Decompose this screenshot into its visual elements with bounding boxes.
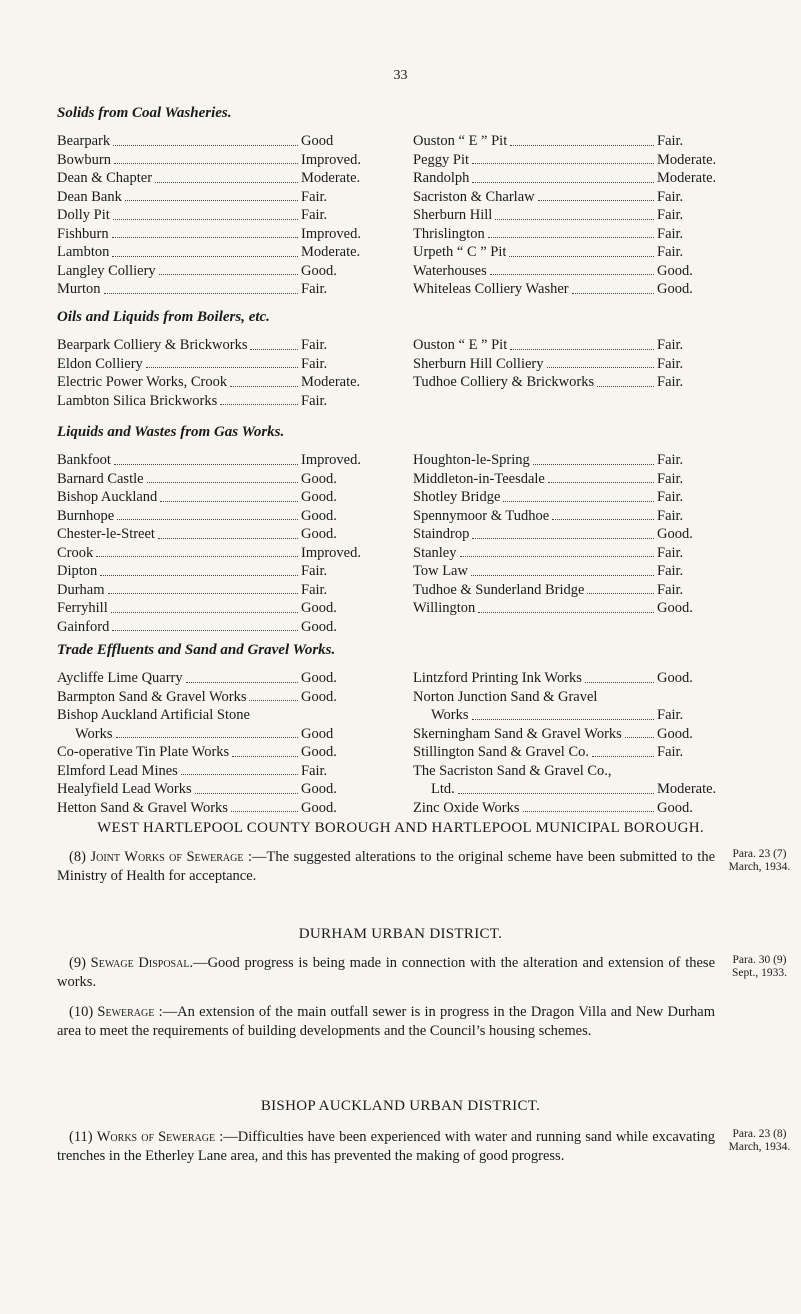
dot-leader: [159, 274, 298, 275]
list-item: [57, 188, 379, 207]
dot-leader: [478, 612, 654, 613]
item-rating: Fair.: [657, 507, 684, 524]
item-name: Bearpark Colliery & Brickworks: [57, 337, 248, 353]
list-item: [413, 355, 735, 374]
item-name: Murton: [57, 281, 101, 297]
list-item: [413, 688, 735, 707]
item-name: Houghton-le-Spring: [413, 452, 530, 468]
dot-leader: [503, 501, 654, 502]
margin-date: Sept., 1933.: [732, 967, 787, 979]
item-name: Thrislington: [413, 225, 485, 242]
dot-leader: [220, 404, 298, 405]
margin-ref: Para. 23 (7): [732, 848, 787, 860]
list-item: [57, 355, 379, 374]
dot-leader: [113, 219, 298, 220]
item-name: Peggy Pit: [413, 151, 469, 168]
dot-leader: [232, 756, 298, 757]
list-item: [413, 743, 735, 762]
item-rating: Fair.: [657, 452, 684, 468]
left-column: [57, 451, 379, 636]
section-title: Liquids and Wastes from Gas Works.: [57, 424, 285, 440]
list-item: [413, 799, 735, 818]
section-title: Trade Effluents and Sand and Gravel Works.: [57, 642, 336, 658]
list-item: [57, 280, 379, 299]
list-item: [413, 373, 735, 392]
item-rating: Moderate.: [301, 244, 361, 260]
dot-leader: [114, 163, 298, 164]
item-name: Tudhoe & Sunderland Bridge: [413, 581, 585, 598]
para-8: [57, 848, 715, 886]
item-name: Dean & Chapter: [57, 170, 153, 186]
item-name: Randolph: [413, 170, 470, 186]
left-column: [57, 669, 379, 817]
item-rating: Improved.: [301, 151, 361, 168]
item-name: Langley Colliery: [57, 262, 156, 279]
list-item: [413, 243, 735, 262]
list-item: [413, 581, 735, 600]
item-name: Urpeth “ C ” Pit: [413, 244, 507, 260]
list-item: [413, 151, 735, 170]
margin-date: March, 1934.: [728, 1141, 791, 1153]
item-name: Bishop Auckland Artificial Stone: [57, 707, 250, 723]
item-name: Tudhoe Colliery & Brickworks: [413, 374, 595, 390]
item-rating: Fair.: [657, 707, 684, 723]
list-item: [413, 262, 735, 281]
dot-leader: [114, 464, 298, 465]
dot-leader: [471, 575, 654, 576]
dot-leader: [592, 756, 654, 757]
list-item: [57, 780, 379, 799]
item-name: Zinc Oxide Works: [413, 799, 520, 816]
item-name: Ferryhill: [57, 600, 108, 616]
dot-leader: [548, 482, 654, 483]
dot-leader: [158, 538, 298, 539]
right-column: [413, 336, 735, 410]
item-rating: Fair.: [301, 581, 328, 598]
list-item: [413, 169, 735, 188]
dot-leader: [116, 737, 299, 738]
item-rating: Fair.: [657, 188, 684, 205]
item-name: Sacriston & Charlaw: [413, 188, 535, 205]
list-item: [413, 780, 735, 799]
item-rating: Fair.: [301, 392, 328, 409]
item-name: Chester-le-Street: [57, 526, 155, 542]
item-name: Durham: [57, 581, 105, 598]
para-lead: Sewerage: [97, 1004, 155, 1020]
item-name: Stillington Sand & Gravel Co.: [413, 744, 590, 760]
list-item: [413, 488, 735, 507]
item-rating: Moderate.: [301, 170, 361, 186]
dot-leader: [195, 793, 298, 794]
item-rating: Moderate.: [657, 170, 717, 186]
item-rating: Fair.: [301, 281, 328, 297]
item-name: Bishop Auckland: [57, 489, 158, 505]
item-name: Works: [431, 707, 469, 723]
dot-leader: [523, 811, 655, 812]
dot-leader: [96, 556, 298, 557]
page-number: 33: [393, 68, 408, 83]
list-item: [57, 373, 379, 392]
list-item: [57, 525, 379, 544]
item-rating: Fair.: [301, 563, 328, 579]
item-name: Bowburn: [57, 151, 111, 168]
item-rating: Fair.: [301, 188, 328, 205]
dot-leader: [510, 145, 654, 146]
item-rating: Fair.: [657, 337, 684, 353]
item-rating: Good.: [657, 600, 693, 616]
item-rating: Good: [301, 133, 334, 149]
dot-leader: [625, 737, 654, 738]
right-column: [413, 669, 735, 817]
list-item: [57, 488, 379, 507]
item-name: Lambton Silica Brickworks: [57, 392, 218, 409]
list-item: [413, 470, 735, 489]
list-item: [413, 544, 735, 563]
list-item: [57, 725, 379, 744]
item-rating: Good.: [301, 688, 337, 705]
item-name: Electric Power Works, Crook: [57, 374, 228, 390]
dot-leader: [113, 145, 298, 146]
item-name: Spennymoor & Tudhoe: [413, 507, 550, 524]
west-hartlepool-heading: WEST HARTLEPOOL COUNTY BOROUGH AND HARTLEPOOL MUNICIPAL BOROUGH.: [97, 820, 704, 836]
para-lead: Joint Works of Sewerage: [90, 849, 244, 865]
list-item: [57, 243, 379, 262]
item-name: Eldon Colliery: [57, 355, 143, 372]
para-number: (11): [69, 1129, 93, 1145]
right-column: [413, 451, 735, 636]
item-name: Sherburn Hill Colliery: [413, 355, 544, 372]
item-name: Dipton: [57, 563, 98, 579]
item-rating: Good: [301, 725, 334, 742]
item-name: Norton Junction Sand & Gravel: [413, 688, 598, 705]
dot-leader: [552, 519, 654, 520]
item-name: Hetton Sand & Gravel Works: [57, 799, 228, 816]
item-name: Crook: [57, 544, 94, 561]
right-column: [413, 132, 735, 299]
item-rating: Good.: [657, 799, 693, 816]
list-item: [413, 706, 735, 725]
list-item: [57, 562, 379, 581]
item-rating: Fair.: [657, 355, 684, 372]
section-gas-works: [57, 424, 735, 636]
item-rating: Moderate.: [657, 151, 717, 168]
dot-leader: [572, 293, 654, 294]
margin-date: March, 1934.: [728, 861, 791, 873]
list-item: [57, 392, 379, 411]
dot-leader: [250, 349, 298, 350]
item-rating: Good.: [657, 281, 693, 297]
list-item: [413, 336, 735, 355]
dot-leader: [230, 386, 298, 387]
item-rating: Good.: [301, 799, 337, 816]
para-text: :—An extension of the main outfall sewer is in progress in the Dragon Villa and New Durham area to meet the requirements of building developments and the Council’s housing schemes.: [57, 1004, 716, 1039]
para-text: —Good progress is being made in connection with the alteration and extension of these works.: [57, 955, 716, 990]
dot-leader: [111, 612, 298, 613]
item-name: Ltd.: [431, 781, 455, 797]
list-item: [413, 725, 735, 744]
section-title: Oils and Liquids from Boilers, etc.: [57, 309, 270, 325]
item-rating: Good.: [301, 670, 337, 686]
dot-leader: [510, 349, 654, 350]
item-rating: Improved.: [301, 452, 361, 468]
item-rating: Good.: [301, 507, 337, 524]
item-rating: Fair.: [657, 470, 684, 487]
dot-leader: [472, 182, 654, 183]
item-rating: Fair.: [301, 355, 328, 372]
bishop-auckland-heading: BISHOP AUCKLAND URBAN DISTRICT.: [260, 1098, 541, 1114]
list-item: [413, 599, 735, 618]
list-item: [413, 206, 735, 225]
item-name: Tow Law: [413, 563, 468, 579]
dot-leader: [181, 774, 298, 775]
item-name: Elmford Lead Mines: [57, 762, 178, 779]
list-item: [57, 743, 379, 762]
dot-leader: [249, 700, 298, 701]
list-item: [57, 225, 379, 244]
item-rating: Fair.: [657, 207, 684, 223]
left-column: [57, 336, 379, 410]
section-trade-effluents: [57, 642, 735, 817]
dot-leader: [488, 237, 654, 238]
item-rating: Moderate.: [657, 781, 717, 797]
dot-leader: [587, 593, 654, 594]
section-title: Solids from Coal Washeries.: [57, 105, 232, 121]
item-name: Lambton: [57, 244, 110, 260]
dot-leader: [585, 682, 654, 683]
para-9: [57, 954, 715, 992]
para-lead: Works of Sewerage: [96, 1129, 216, 1145]
item-name: Ouston “ E ” Pit: [413, 133, 508, 149]
list-item: [57, 706, 379, 725]
item-name: Co-operative Tin Plate Works: [57, 744, 230, 760]
item-name: Aycliffe Lime Quarry: [57, 670, 183, 686]
list-item: [57, 669, 379, 688]
item-rating: Fair.: [301, 207, 328, 223]
item-name: Middleton-in-Teesdale: [413, 470, 545, 487]
item-rating: Fair.: [301, 337, 328, 353]
list-item: [57, 206, 379, 225]
item-name: Bearpark: [57, 133, 111, 149]
item-name: Barnard Castle: [57, 470, 144, 487]
section-solids-coal-washeries: [57, 105, 735, 299]
list-item: [57, 581, 379, 600]
item-name: Willington: [413, 600, 476, 616]
dot-leader: [155, 182, 298, 183]
item-name: Lintzford Printing Ink Works: [413, 670, 582, 686]
item-name: The Sacriston Sand & Gravel Co.,: [413, 762, 612, 779]
list-item: [413, 525, 735, 544]
dot-leader: [108, 593, 298, 594]
item-rating: Fair.: [657, 374, 684, 390]
para-text: :—Difficulties have been experienced with water and running sand while excavating trenches in the Etherley Lane area, and this has prevented the making of good progress.: [57, 1129, 716, 1164]
item-rating: Fair.: [301, 762, 328, 779]
list-item: [413, 762, 735, 781]
list-item: [413, 132, 735, 151]
dot-leader: [490, 274, 654, 275]
item-rating: Fair.: [657, 225, 684, 242]
list-item: [413, 188, 735, 207]
item-rating: Moderate.: [301, 374, 361, 390]
list-item: [413, 669, 735, 688]
item-rating: Fair.: [657, 489, 684, 505]
list-item: [57, 507, 379, 526]
list-item: [57, 336, 379, 355]
list-item: [57, 169, 379, 188]
list-item: [57, 688, 379, 707]
list-item: [413, 451, 735, 470]
item-name: Fishburn: [57, 225, 109, 242]
item-rating: Fair.: [657, 133, 684, 149]
dot-leader: [147, 482, 298, 483]
margin-note-para-11: [722, 1128, 797, 1154]
dot-leader: [495, 219, 654, 220]
para-11: [57, 1128, 715, 1166]
para-number: (9): [69, 955, 86, 971]
para-text: :—The suggested alterations to the original scheme have been submitted to the Ministry of Health for acceptance.: [57, 849, 716, 884]
dot-leader: [231, 811, 298, 812]
item-rating: Good.: [657, 262, 693, 279]
list-item: [413, 280, 735, 299]
item-name: Healyfield Lead Works: [57, 781, 192, 797]
item-rating: Good.: [657, 670, 693, 686]
dot-leader: [112, 630, 298, 631]
item-name: Whiteleas Colliery Washer: [413, 281, 569, 297]
item-rating: Good.: [301, 618, 337, 635]
item-name: Sherburn Hill: [413, 207, 493, 223]
list-item: [57, 132, 379, 151]
item-rating: Fair.: [657, 581, 684, 598]
list-item: [413, 507, 735, 526]
item-rating: Good.: [301, 600, 337, 616]
list-item: [413, 225, 735, 244]
item-rating: Improved.: [301, 225, 361, 242]
dot-leader: [100, 575, 298, 576]
dot-leader: [538, 200, 654, 201]
dot-leader: [146, 367, 298, 368]
dot-leader: [117, 519, 298, 520]
item-name: Stanley: [413, 544, 457, 561]
item-name: Shotley Bridge: [413, 489, 501, 505]
para-10: [57, 1003, 715, 1041]
item-rating: Good.: [301, 470, 337, 487]
dot-leader: [472, 163, 654, 164]
item-rating: Good.: [301, 526, 337, 542]
margin-note-para-8: [722, 848, 797, 874]
dot-leader: [547, 367, 655, 368]
item-rating: Good.: [301, 781, 337, 797]
list-item: [57, 799, 379, 818]
dot-leader: [186, 682, 298, 683]
item-rating: Fair.: [657, 563, 684, 579]
margin-ref: Para. 30 (9): [732, 954, 787, 966]
para-number: (10): [69, 1004, 94, 1020]
list-item: [57, 544, 379, 563]
item-name: Barmpton Sand & Gravel Works: [57, 688, 247, 705]
item-rating: Good.: [657, 725, 693, 742]
list-item: [57, 470, 379, 489]
dot-leader: [597, 386, 654, 387]
durham-heading: DURHAM URBAN DISTRICT.: [298, 926, 503, 942]
dot-leader: [509, 256, 654, 257]
item-name: Ouston “ E ” Pit: [413, 337, 508, 353]
dot-leader: [104, 293, 299, 294]
dot-leader: [112, 256, 298, 257]
dot-leader: [160, 501, 298, 502]
para-number: (8): [69, 849, 86, 865]
dot-leader: [125, 200, 298, 201]
item-rating: Good.: [301, 489, 337, 505]
list-item: [57, 599, 379, 618]
list-item: [57, 151, 379, 170]
item-name: Staindrop: [413, 526, 470, 542]
item-rating: Improved.: [301, 544, 361, 561]
list-item: [57, 618, 379, 637]
para-lead: Sewage Disposal.: [90, 955, 194, 971]
item-rating: Fair.: [657, 744, 684, 760]
list-item: [57, 262, 379, 281]
item-name: Skerningham Sand & Gravel Works: [413, 725, 622, 742]
list-item: [57, 451, 379, 470]
list-item: [413, 562, 735, 581]
dot-leader: [533, 464, 654, 465]
item-name: Burnhope: [57, 507, 115, 524]
item-rating: Good.: [657, 526, 693, 542]
item-rating: Good.: [301, 744, 337, 760]
list-item: [57, 762, 379, 781]
item-name: Dolly Pit: [57, 207, 110, 223]
item-name: Waterhouses: [413, 262, 487, 279]
dot-leader: [460, 556, 655, 557]
section-oils-liquids-boilers: [57, 309, 735, 410]
item-rating: Fair.: [657, 544, 684, 561]
item-name: Bankfoot: [57, 452, 111, 468]
item-name: Works: [75, 725, 113, 742]
item-rating: Fair.: [657, 244, 684, 260]
margin-ref: Para. 23 (8): [732, 1128, 787, 1140]
dot-leader: [472, 538, 654, 539]
margin-note-para-9: [722, 954, 797, 980]
dot-leader: [458, 793, 654, 794]
item-rating: Good.: [301, 262, 337, 279]
dot-leader: [472, 719, 655, 720]
item-name: Gainford: [57, 618, 110, 635]
left-column: [57, 132, 379, 299]
item-name: Dean Bank: [57, 188, 122, 205]
dot-leader: [112, 237, 298, 238]
